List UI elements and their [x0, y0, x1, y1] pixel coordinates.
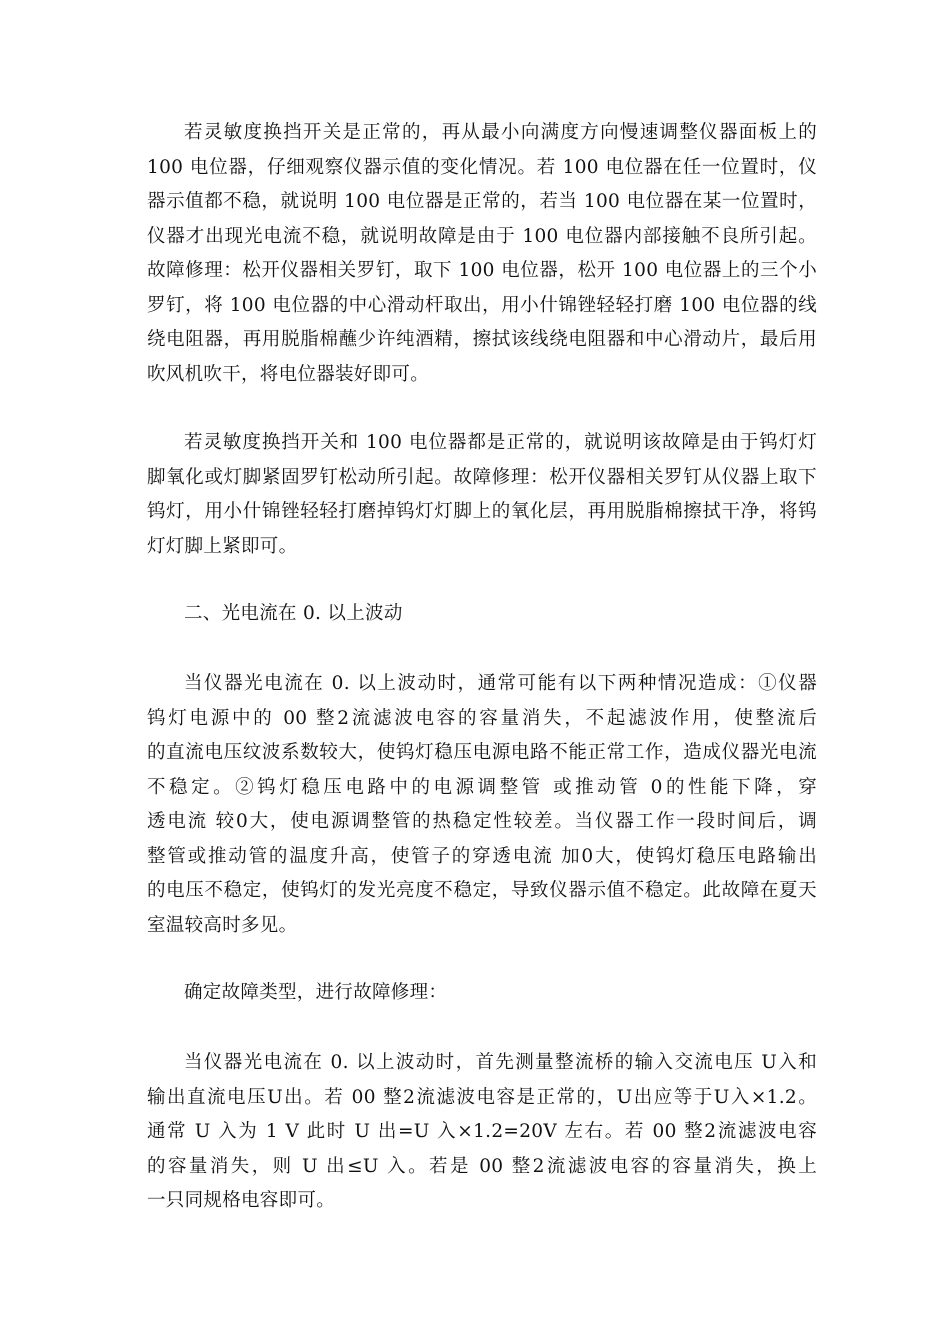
text-line: 一只同规格电容即可。 — [147, 1190, 336, 1211]
text-line: 仪器才出现光电流不稳，就说明故障是由于 100 电位器内部接触不良所引起。 — [147, 225, 817, 247]
paragraph-lamp-pin-oxidation — [147, 426, 817, 564]
text-line: 故障修理：松开仪器相关罗钉，取下 100 电位器，松开 100 电位器上的三个小 — [147, 260, 817, 281]
text-line: 吹风机吹干，将电位器装好即可。 — [147, 363, 430, 385]
text-line: 绕电阻器，再用脱脂棉蘸少许纯酒精，擦拭该线绕电阻器和中心滑动片，最后用 — [147, 329, 817, 350]
text-line: 若灵敏度换挡开关和 100 电位器都是正常的，就说明该故障是由于钨灯灯 — [184, 432, 817, 453]
paragraph-potentiometer-check — [147, 116, 817, 392]
text-line: 脚氧化或灯脚紧固罗钉松动所引起。故障修理：松开仪器相关罗钉从仪器上取下 — [147, 466, 817, 488]
text-line: 通常 U 入为 1 V 此时 U 出=U 入×1.2=20V 左右。若 00 整2流滤波电容 — [147, 1121, 817, 1142]
heading-text: 二、光电流在 0. 以上波动 — [184, 603, 403, 624]
text-line: 整管或推动管的温度升高，使管子的穿透电流 加0大，使钨灯稳压电路输出 — [147, 845, 817, 867]
text-line: 输出直流电压U出。若 00 整2流滤波电容是正常的，U出应等于U入×1.2。 — [147, 1086, 817, 1108]
text-line: 确定故障类型，进行故障修理： — [184, 982, 448, 1003]
text-line: 器示值都不稳，就说明 100 电位器是正常的，若当 100 电位器在某一位置时， — [147, 191, 817, 212]
text-line: 的电压不稳定，使钨灯的发光亮度不稳定，导致仪器示值不稳定。此故障在夏天 — [147, 880, 817, 901]
text-line: 罗钉，将 100 电位器的中心滑动杆取出，用小什锦锉轻轻打磨 100 电位器的线 — [147, 294, 817, 316]
paragraph-fluctuation-causes — [147, 667, 817, 943]
text-line: 透电流 较0大，使电源调整管的热稳定性较差。当仪器工作一段时间后，调 — [147, 811, 817, 832]
text-line: 钨灯电源中的 00 整2流滤波电容的容量消失，不起滤波作用，使整流后 — [147, 707, 817, 729]
text-line: 钨灯，用小什锦锉轻轻打磨掉钨灯灯脚上的氧化层，再用脱脂棉擦拭干净，将钨 — [147, 501, 817, 522]
section-heading — [147, 597, 817, 632]
text-line: 当仪器光电流在 0. 以上波动时，通常可能有以下两种情况造成：①仪器 — [184, 673, 817, 694]
paragraph-determine-fault — [147, 976, 817, 1011]
text-line: 当仪器光电流在 0. 以上波动时，首先测量整流桥的输入交流电压 U入和 — [184, 1052, 817, 1073]
text-line: 灯灯脚上紧即可。 — [147, 535, 298, 557]
text-line: 若灵敏度换挡开关是正常的，再从最小向满度方向慢速调整仪器面板上的 — [184, 122, 817, 143]
paragraph-measure-voltage — [147, 1046, 817, 1219]
text-line: 不稳定。②钨灯稳压电路中的电源调整管 或推动管 0的性能下降，穿 — [147, 776, 817, 798]
text-line: 100 电位器，仔细观察仪器示值的变化情况。若 100 电位器在任一位置时，仪 — [147, 156, 817, 178]
text-line: 室温较高时多见。 — [147, 914, 298, 936]
text-line: 的容量消失，则 U 出≤U 入。若是 00 整2流滤波电容的容量消失，换上 — [147, 1155, 817, 1177]
text-line: 的直流电压纹波系数较大，使钨灯稳压电源电路不能正常工作，造成仪器光电流 — [147, 742, 817, 763]
